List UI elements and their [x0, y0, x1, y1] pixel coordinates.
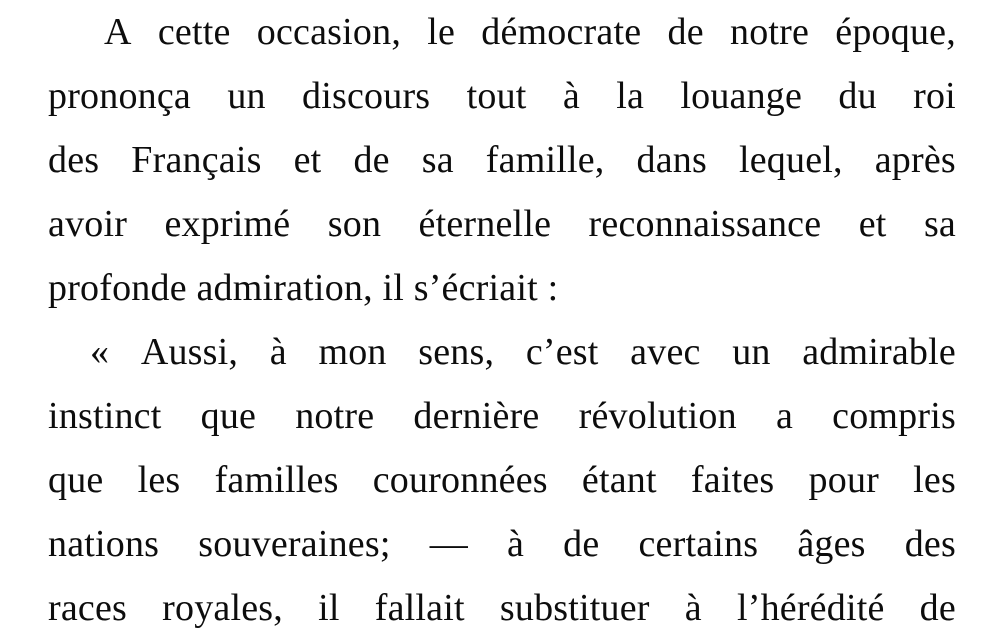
word: du: [838, 75, 877, 117]
word: substituer: [499, 587, 650, 629]
word: sa: [923, 203, 956, 245]
word: que: [200, 395, 257, 437]
word: de: [353, 139, 390, 181]
paragraph-1: [48, 0, 956, 320]
word: c’est: [525, 331, 599, 373]
word: et: [858, 203, 887, 245]
word: que: [48, 459, 104, 501]
word: couronnées: [372, 459, 548, 501]
word: à: [562, 75, 580, 117]
word: un: [227, 75, 266, 117]
word: il: [318, 587, 340, 629]
word: familles: [214, 459, 339, 501]
word: révolution: [578, 395, 737, 437]
word: admirable: [802, 331, 956, 373]
word: le: [427, 11, 456, 53]
word: des: [48, 139, 100, 181]
word: de: [667, 11, 704, 53]
word: certains: [638, 523, 759, 565]
word: exprimé: [164, 203, 291, 245]
body-text: [48, 0, 956, 640]
word: notre: [295, 395, 375, 437]
word: dans: [636, 139, 707, 181]
word: les: [913, 459, 956, 501]
word: compris: [832, 395, 956, 437]
word: époque,: [835, 11, 956, 53]
word: louange: [680, 75, 803, 117]
text-line: [48, 448, 956, 512]
word: et: [293, 139, 322, 181]
word: sa: [421, 139, 454, 181]
word: un: [732, 331, 771, 373]
word: occasion,: [256, 11, 402, 53]
word: âges: [797, 523, 866, 565]
word: souveraines;: [198, 523, 391, 565]
word: instinct: [48, 395, 162, 437]
word: notre: [730, 11, 810, 53]
text-line: [48, 192, 956, 256]
word: sens,: [418, 331, 495, 373]
word: de: [563, 523, 600, 565]
word: avoir: [48, 203, 128, 245]
word: des: [904, 523, 956, 565]
word: la: [616, 75, 645, 117]
word: cette: [157, 11, 231, 53]
word: étant: [581, 459, 657, 501]
word: faites: [690, 459, 775, 501]
word: famille,: [485, 139, 605, 181]
paragraph-2: [48, 320, 956, 640]
word: tout: [466, 75, 527, 117]
text-line: [48, 320, 956, 384]
word: son: [327, 203, 382, 245]
word: lequel,: [738, 139, 843, 181]
word: A: [104, 11, 132, 53]
word: les: [137, 459, 181, 501]
word: pour: [808, 459, 880, 501]
word: reconnaissance: [588, 203, 822, 245]
word: discours: [302, 75, 431, 117]
text-line: [48, 0, 956, 64]
word: races: [48, 587, 128, 629]
word: à: [269, 331, 287, 373]
word: Aussi,: [140, 331, 239, 373]
word: fallait: [374, 587, 465, 629]
word: roi: [913, 75, 956, 117]
word: de: [919, 587, 956, 629]
word: après: [874, 139, 956, 181]
text-line: profonde admiration, il s’écriait :: [48, 267, 559, 309]
word: royales,: [162, 587, 283, 629]
word: avec: [630, 331, 701, 373]
word: a: [775, 395, 794, 437]
word: mon: [318, 331, 387, 373]
word: dernière: [413, 395, 540, 437]
word: à: [684, 587, 702, 629]
word: éternelle: [418, 203, 552, 245]
word: démocrate: [481, 11, 642, 53]
word: nations: [48, 523, 160, 565]
word: l’hérédité: [736, 587, 885, 629]
text-line: [48, 64, 956, 128]
word: prononça: [48, 75, 191, 117]
word: Français: [131, 139, 262, 181]
text-line: [48, 384, 956, 448]
word: «: [90, 331, 110, 373]
text-line: [48, 576, 956, 640]
text-line: [48, 512, 956, 576]
word: à: [506, 523, 525, 565]
text-line: [48, 128, 956, 192]
word: —: [429, 523, 468, 565]
